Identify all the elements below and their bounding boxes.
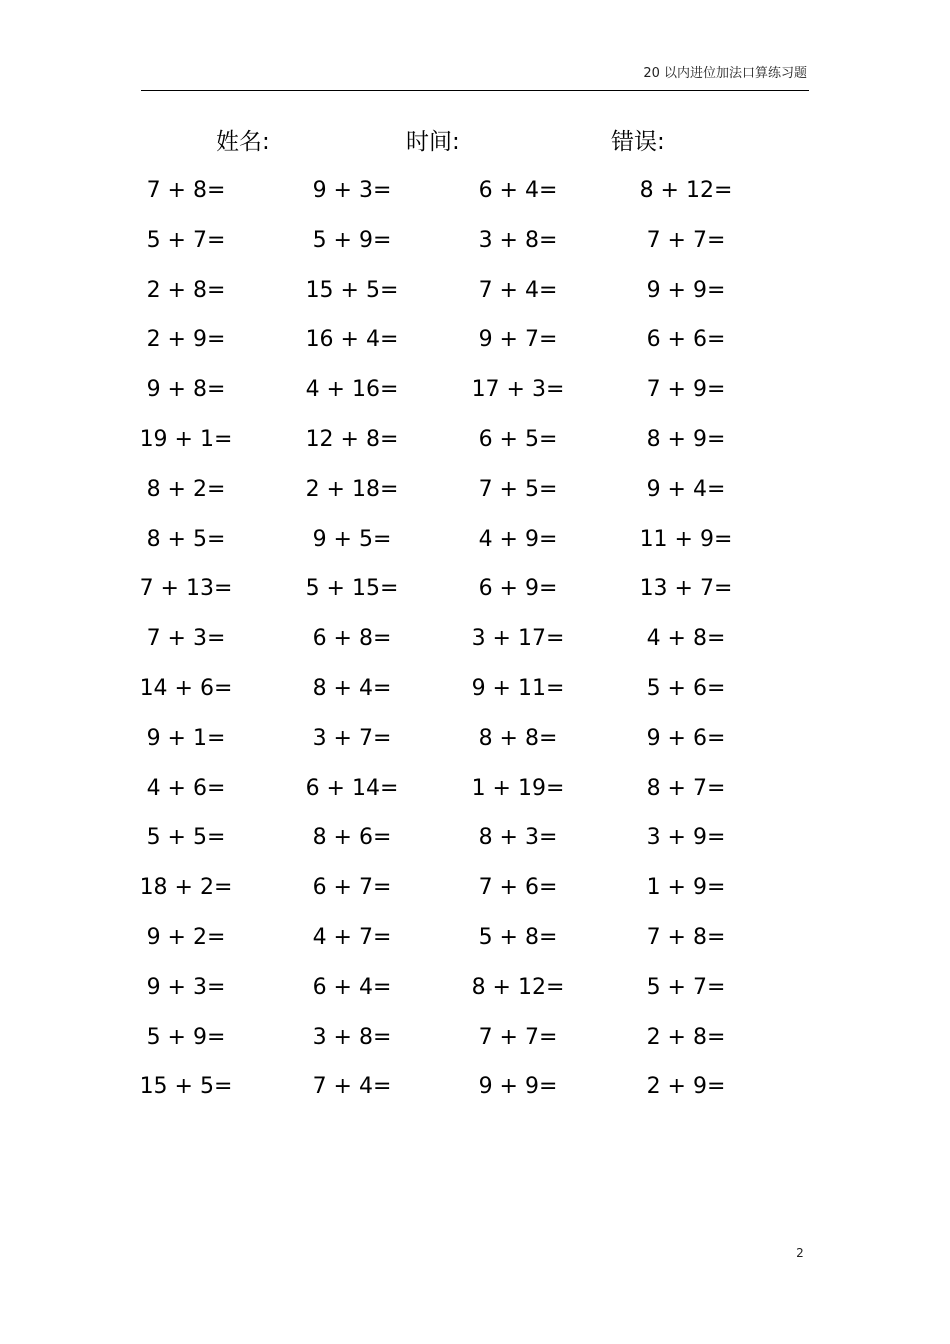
problem-item: 2 + 9= — [646, 1074, 726, 1100]
problem-item: 8 + 12= — [471, 974, 565, 1000]
problem-item: 9 + 11= — [471, 676, 565, 701]
problem-item: 7 + 7= — [646, 227, 726, 253]
problem-item: 5 + 8= — [478, 925, 558, 950]
problem-item: 9 + 1= — [146, 725, 226, 751]
problem-item: 6 + 4= — [478, 178, 558, 203]
problem-item: 6 + 9= — [478, 576, 558, 602]
problem-item: 18 + 2= — [139, 875, 233, 901]
problem-item: 7 + 8= — [146, 178, 226, 203]
problem-item: 2 + 9= — [146, 327, 226, 353]
problem-item: 7 + 13= — [139, 576, 233, 602]
problem-item: 8 + 5= — [146, 526, 226, 552]
problem-item: 8 + 2= — [146, 476, 226, 502]
problem-item: 8 + 3= — [478, 825, 558, 851]
problem-item: 6 + 4= — [312, 974, 392, 1000]
errors-label: 错误: — [611, 129, 665, 155]
problem-item: 4 + 16= — [305, 377, 399, 403]
problem-item: 8 + 7= — [646, 775, 726, 801]
problem-item: 9 + 3= — [146, 974, 226, 1000]
problem-item: 3 + 8= — [478, 227, 558, 253]
problem-item: 7 + 8= — [646, 925, 726, 950]
problem-item: 19 + 1= — [139, 427, 233, 452]
problem-item: 6 + 5= — [478, 427, 558, 452]
problem-item: 9 + 2= — [146, 925, 226, 950]
problem-item: 4 + 8= — [646, 626, 726, 652]
problem-item: 3 + 7= — [312, 725, 392, 751]
problem-item: 2 + 8= — [646, 1024, 726, 1050]
problem-item: 7 + 6= — [478, 875, 558, 901]
problem-item: 8 + 9= — [646, 427, 726, 452]
problem-item: 9 + 7= — [478, 327, 558, 353]
problem-item: 13 + 7= — [639, 576, 733, 602]
problem-item: 9 + 4= — [646, 476, 726, 502]
problem-item: 6 + 14= — [305, 775, 399, 801]
problem-item: 7 + 5= — [478, 476, 558, 502]
problem-item: 7 + 4= — [478, 277, 558, 303]
problem-item: 15 + 5= — [305, 277, 399, 303]
problem-item: 6 + 6= — [646, 327, 726, 353]
problem-item: 4 + 6= — [146, 775, 226, 801]
problem-item: 17 + 3= — [471, 377, 565, 403]
problem-item: 1 + 19= — [471, 775, 565, 801]
problem-item: 6 + 7= — [312, 875, 392, 901]
problem-item: 5 + 9= — [146, 1024, 226, 1050]
problem-item: 5 + 6= — [646, 676, 726, 701]
problem-item: 5 + 7= — [146, 227, 226, 253]
page-header — [141, 62, 809, 91]
problem-item: 1 + 9= — [646, 875, 726, 901]
problem-item: 7 + 7= — [478, 1024, 558, 1050]
problem-item: 11 + 9= — [639, 526, 733, 552]
problem-item: 8 + 12= — [639, 178, 733, 203]
problem-item: 5 + 7= — [646, 974, 726, 1000]
problem-item: 3 + 9= — [646, 825, 726, 851]
problem-item: 3 + 8= — [312, 1024, 392, 1050]
problem-item: 5 + 9= — [312, 227, 392, 253]
problem-item: 2 + 18= — [305, 476, 399, 502]
problem-item: 7 + 4= — [312, 1074, 392, 1100]
problem-item: 2 + 8= — [146, 277, 226, 303]
problem-item: 9 + 5= — [312, 526, 392, 552]
header-title: 20 以内进位加法口算练习题 — [643, 66, 807, 81]
problem-item: 5 + 5= — [146, 825, 226, 851]
problem-item: 9 + 9= — [646, 277, 726, 303]
problem-item: 8 + 8= — [478, 725, 558, 751]
time-label: 时间: — [406, 129, 460, 155]
problem-item: 9 + 3= — [312, 178, 392, 203]
problem-item: 7 + 3= — [146, 626, 226, 652]
problem-item: 9 + 9= — [478, 1074, 558, 1100]
problem-item: 7 + 9= — [646, 377, 726, 403]
problem-item: 5 + 15= — [305, 576, 399, 602]
problem-item: 6 + 8= — [312, 626, 392, 652]
problem-item: 9 + 8= — [146, 377, 226, 403]
problem-item: 9 + 6= — [646, 725, 726, 751]
problem-item: 4 + 7= — [312, 925, 392, 950]
page-number: 2 — [796, 1246, 804, 1260]
problem-item: 15 + 5= — [139, 1074, 233, 1100]
problem-item: 3 + 17= — [471, 626, 565, 652]
problem-item: 8 + 4= — [312, 676, 392, 701]
problem-item: 16 + 4= — [305, 327, 399, 353]
name-label: 姓名: — [216, 129, 270, 155]
problem-item: 4 + 9= — [478, 526, 558, 552]
problem-item: 12 + 8= — [305, 427, 399, 452]
problem-item: 8 + 6= — [312, 825, 392, 851]
problem-item: 14 + 6= — [139, 676, 233, 701]
